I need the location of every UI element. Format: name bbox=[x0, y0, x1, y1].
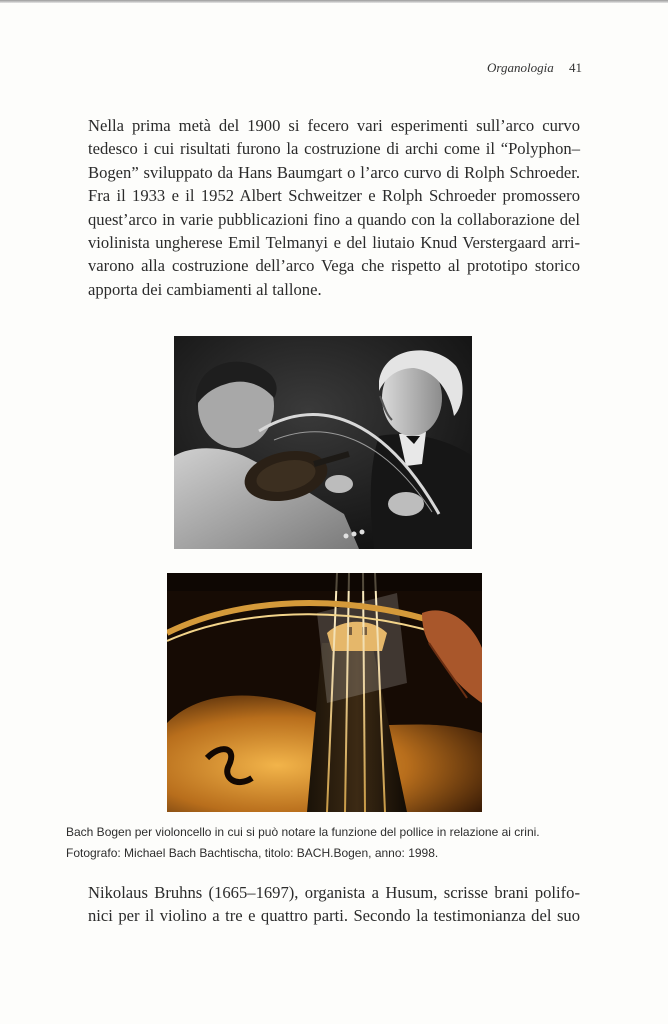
paragraph-bruhns bbox=[88, 881, 580, 928]
running-header bbox=[487, 60, 582, 76]
paragraph-line: tedesco i cui risultati furono la costruzione di archi come il “Polyphon– bbox=[88, 139, 580, 159]
running-header-section: Organologia bbox=[487, 60, 554, 75]
paragraph-line: Nella prima metà del 1900 si fecero vari esperimenti sull’arco curvo bbox=[88, 116, 580, 135]
paragraph-line: varono alla costruzione dell’arco Vega che rispetto al prototipo storico bbox=[88, 256, 580, 276]
photo-bach-bogen-cello bbox=[167, 573, 482, 812]
paragraph-line: Nikolaus Bruhns (1665–1697), organista a Husum, scrisse brani polifo- bbox=[88, 883, 580, 902]
caption-credit: Fotografo: Michael Bach Bachtischa, titolo: BACH.Bogen, anno: 1998. bbox=[66, 846, 439, 860]
photo-schweitzer-telmanyi bbox=[174, 336, 472, 549]
page-number: 41 bbox=[569, 60, 582, 75]
paragraph-line: quest’arco in varie pubblicazioni fino a quando con la collaborazione del bbox=[88, 209, 580, 229]
scan-edge bbox=[0, 0, 668, 3]
paragraph-line: nici per il violino a tre e quattro parti. Secondo la testimonianza del suo bbox=[88, 906, 580, 926]
figure-caption bbox=[66, 822, 606, 864]
paragraph-line: Fra il 1933 e il 1952 Albert Schweitzer e Rolph Schroeder promossero bbox=[88, 186, 580, 206]
paragraph-line: apporta dei cambiamenti al tallone. bbox=[88, 279, 322, 299]
photo-cello-illustration bbox=[167, 573, 482, 812]
caption-line: Bach Bogen per violoncello in cui si può notare la funzione del pollice in relazione ai crini. bbox=[66, 825, 540, 839]
paragraph-curved-bow-history bbox=[88, 114, 580, 301]
paragraph-line: violinista ungherese Emil Telmanyi e del liutaio Knud Verstergaard arri- bbox=[88, 233, 580, 253]
paragraph-line: Bogen” sviluppato da Hans Baumgart o l’arco curvo di Rolph Schroeder. bbox=[88, 162, 580, 182]
photo-bw-illustration bbox=[174, 336, 472, 549]
